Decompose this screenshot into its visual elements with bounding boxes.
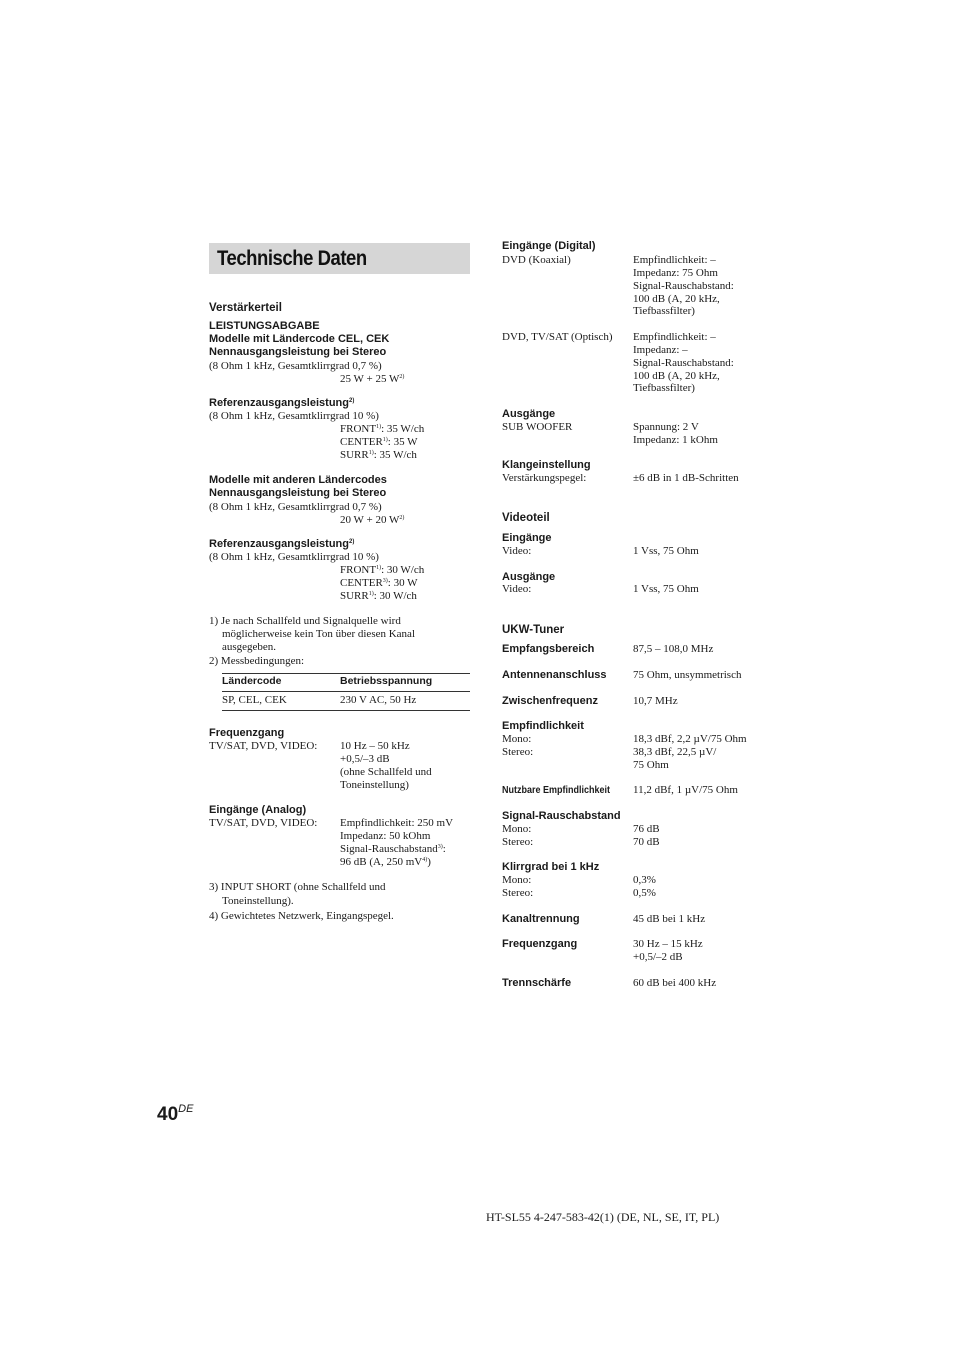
footer-model-code: HT-SL55 4-247-583-42(1) (DE, NL, SE, IT, PL): [486, 1210, 720, 1224]
range-value: 87,5 – 108,0 MHz: [633, 643, 714, 655]
koax-value-4: 100 dB (A, 20 kHz,: [633, 293, 720, 305]
table-header-voltage: Betriebsspannung: [340, 675, 433, 687]
snr-mono-value: 76 dB: [633, 823, 660, 835]
koax-value-1: Empfindlichkeit: –: [633, 254, 716, 266]
surr-1: SURR$^{1)}$: 35 W/ch: [340, 449, 417, 461]
note-3-line-1: 3) INPUT SHORT (ohne Schallfeld und: [209, 881, 386, 893]
selectivity-label: Trennschärfe: [502, 977, 572, 989]
thd-mono-value: 0,3%: [633, 874, 656, 886]
tone-heading: Klangeinstellung: [502, 459, 591, 471]
tuner-freq-label: Frequenzgang: [502, 938, 578, 950]
range-label: Empfangsbereich: [502, 643, 595, 655]
freq-value-3: (ohne Schallfeld und: [340, 766, 432, 778]
snr-heading: Signal-Rauschabstand: [502, 810, 621, 822]
freq-value-2: +0,5/–3 dB: [340, 753, 390, 765]
sensitivity-stereo-value-1: 38,3 dBf, 22,5 µV/: [633, 746, 717, 758]
koax-value-3: Signal-Rauschabstand:: [633, 280, 734, 292]
center-2: CENTER$^{3)}$: 30 W: [340, 577, 418, 589]
analog-value-1: Empfindlichkeit: 250 mV: [340, 817, 454, 829]
sub-value-2: Impedanz: 1 kOhm: [633, 434, 718, 446]
opt-value-4: 100 dB (A, 20 kHz,: [633, 370, 720, 382]
page-language: DE: [178, 1103, 194, 1115]
video-inputs-value: 1 Vss, 75 Ohm: [633, 545, 699, 557]
section-tuner: UKW-Tuner: [502, 624, 565, 636]
condition-4: (8 Ohm 1 kHz, Gesamtklirrgrad 10 %): [209, 551, 379, 563]
separation-value: 45 dB bei 1 kHz: [633, 913, 706, 925]
separation-label: Kanaltrennung: [502, 913, 580, 925]
opt-value-3: Signal-Rauschabstand:: [633, 357, 734, 369]
table-cell-country: SP, CEL, CEK: [222, 694, 287, 706]
video-outputs-heading: Ausgänge: [502, 571, 556, 583]
tuner-freq-value-2: +0,5/–2 dB: [633, 951, 683, 963]
leistungsabgabe-heading: LEISTUNGSABGABE: [209, 320, 320, 332]
optisch-label: DVD, TV/SAT (Optisch): [502, 331, 613, 343]
value-1: 25 W + 25 $W^{2)}$: [340, 373, 405, 385]
ref-heading-1: Referenzausgangsleistung$^{2)}$: [209, 397, 355, 409]
thd-mono-label: Mono:: [502, 874, 532, 886]
thd-stereo-value: 0,5%: [633, 887, 656, 899]
freq-heading: Frequenzgang: [209, 727, 285, 739]
tuner-freq-value-1: 30 Hz – 15 kHz: [633, 938, 703, 950]
section-amplifier: Verstärkerteil: [209, 302, 282, 314]
title-bar: [209, 243, 470, 274]
sensitivity-stereo-value-2: 75 Ohm: [633, 759, 669, 771]
freq-label: TV/SAT, DVD, VIDEO:: [209, 740, 318, 752]
ref-heading-2: Referenzausgangsleistung$^{2)}$: [209, 538, 355, 550]
table-bottom-rule: [222, 710, 470, 711]
selectivity-value: 60 dB bei 400 kHz: [633, 977, 717, 989]
analog-value-2: Impedanz: 50 kOhm: [340, 830, 431, 842]
video-inputs-label: Video:: [502, 545, 532, 557]
dvd-koax-label: DVD (Koaxial): [502, 254, 571, 266]
note-2: 2) Messbedingungen:: [209, 655, 305, 667]
note-1-line-3: ausgegeben.: [222, 641, 277, 653]
front-2: FRONT$^{1)}$: 30 W/ch: [340, 564, 425, 576]
digital-heading: Eingänge (Digital): [502, 240, 596, 252]
surr-2: SURR$^{1)}$: 30 W/ch: [340, 590, 417, 602]
condition-2: (8 Ohm 1 kHz, Gesamtklirrgrad 10 %): [209, 410, 379, 422]
nenn-stereo-heading-2: Nennausgangsleistung bei Stereo: [209, 487, 387, 499]
value-2: 20 W + 20 $W^{2)}$: [340, 514, 405, 526]
if-value: 10,7 MHz: [633, 695, 678, 707]
opt-value-5: Tiefbassfilter): [633, 382, 695, 394]
analog-heading: Eingänge (Analog): [209, 804, 307, 816]
usable-sensitivity-value: 11,2 dBf, 1 µV/75 Ohm: [633, 784, 738, 796]
video-outputs-label: Video:: [502, 583, 532, 595]
opt-value-1: Empfindlichkeit: –: [633, 331, 716, 343]
table-header-country: Ländercode: [222, 675, 282, 687]
section-video: Videoteil: [502, 512, 550, 524]
video-inputs-heading: Eingänge: [502, 532, 552, 544]
thd-stereo-label: Stereo:: [502, 887, 534, 899]
center-1: CENTER$^{1)}$: 35 W: [340, 436, 418, 448]
analog-value-4: 96 dB (A, 250 $mV^{4)}$): [340, 856, 431, 868]
analog-value-3: Signal-Rauschabstand$^{3)}$:: [340, 843, 446, 855]
note-4: 4) Gewichtetes Netzwerk, Eingangspegel.: [209, 910, 394, 922]
page-title: Technische Daten: [217, 247, 367, 270]
note-1-line-1: 1) Je nach Schallfeld und Signalquelle wird: [209, 615, 401, 627]
if-label: Zwischenfrequenz: [502, 695, 598, 707]
condition-1: (8 Ohm 1 kHz, Gesamtklirrgrad 0,7 %): [209, 360, 382, 372]
opt-value-2: Impedanz: –: [633, 344, 688, 356]
outputs-heading: Ausgänge: [502, 408, 556, 420]
usable-sensitivity-label: Nutzbare Empfindlichkeit: [502, 785, 611, 796]
snr-mono-label: Mono:: [502, 823, 532, 835]
koax-value-2: Impedanz: 75 Ohm: [633, 267, 718, 279]
snr-stereo-value: 70 dB: [633, 836, 660, 848]
table-header-rule: [222, 691, 470, 692]
condition-3: (8 Ohm 1 kHz, Gesamtklirrgrad 0,7 %): [209, 501, 382, 513]
page-number: 40DE: [157, 1103, 194, 1125]
snr-stereo-label: Stereo:: [502, 836, 534, 848]
sub-value-1: Spannung: 2 V: [633, 421, 699, 433]
video-outputs-value: 1 Vss, 75 Ohm: [633, 583, 699, 595]
antenna-value: 75 Ohm, unsymmetrisch: [633, 669, 742, 681]
gain-label: Verstärkungspegel:: [502, 472, 587, 484]
table-top-rule: [222, 673, 470, 674]
nenn-stereo-heading-1: Nennausgangsleistung bei Stereo: [209, 346, 387, 358]
sensitivity-stereo-label: Stereo:: [502, 746, 534, 758]
sensitivity-mono-value: 18,3 dBf, 2,2 µV/75 Ohm: [633, 733, 747, 745]
table-cell-voltage: 230 V AC, 50 Hz: [340, 694, 417, 706]
thd-heading: Klirrgrad bei 1 kHz: [502, 861, 600, 873]
models-other-heading: Modelle mit anderen Ländercodes: [209, 474, 387, 486]
analog-label: TV/SAT, DVD, VIDEO:: [209, 817, 318, 829]
koax-value-5: Tiefbassfilter): [633, 305, 695, 317]
front-1: FRONT$^{1)}$: 35 W/ch: [340, 423, 425, 435]
sub-woofer-label: SUB WOOFER: [502, 421, 573, 433]
note-3-line-2: Toneinstellung).: [222, 895, 294, 907]
sensitivity-mono-label: Mono:: [502, 733, 532, 745]
sensitivity-heading: Empfindlichkeit: [502, 720, 584, 732]
models-cel-heading: Modelle mit Ländercode CEL, CEK: [209, 333, 390, 345]
antenna-label: Antennenanschluss: [502, 669, 607, 681]
note-1-line-2: möglicherweise kein Ton über diesen Kanal: [222, 628, 415, 640]
freq-value-1: 10 Hz – 50 kHz: [340, 740, 410, 752]
gain-value: ±6 dB in 1 dB-Schritten: [633, 472, 739, 484]
freq-value-4: Toneinstellung): [340, 779, 409, 791]
